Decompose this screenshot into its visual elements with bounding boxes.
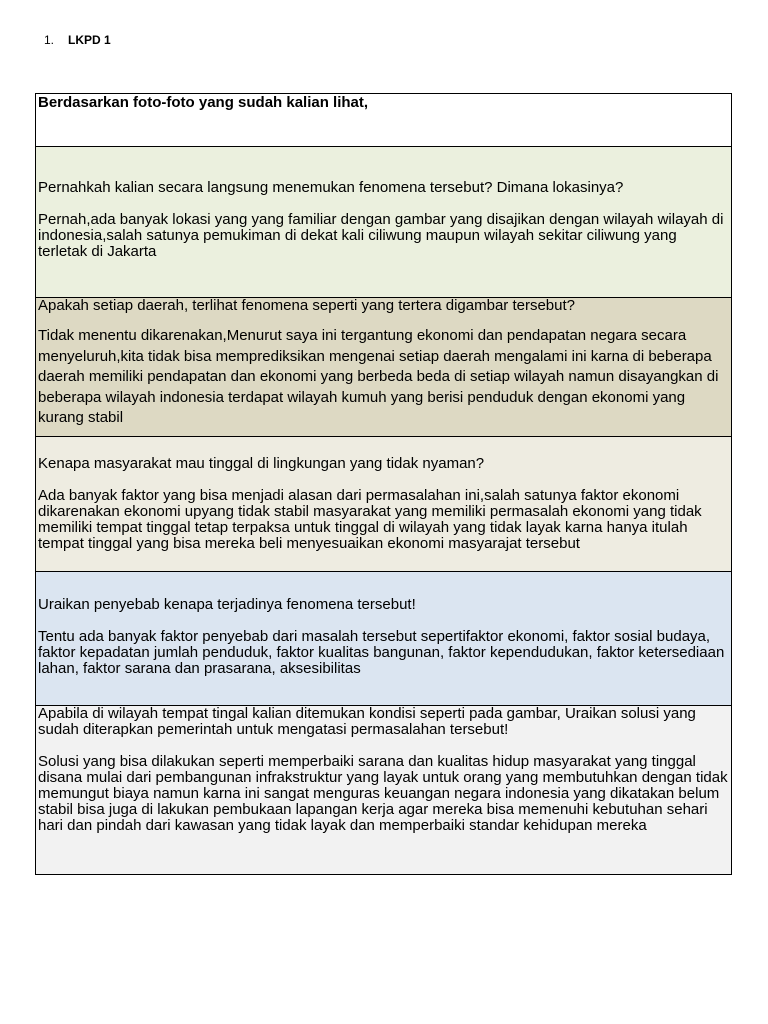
qa-cell: [36, 437, 732, 572]
worksheet-table: [35, 93, 732, 875]
intro-cell: [36, 94, 732, 147]
table-row: [36, 572, 732, 706]
table-row: [36, 298, 732, 437]
answer-text: Tidak menentu dikarenakan,Menurut saya ini tergantung ekonomi dan pendapatan negara secara menyeluruh,kita tidak bisa memprediksikan mengenai setiap daerah mengalami ini karna di beberapa daerah memiliki pendapatan dan ekonomi yang berbeda beda di setiap wilayah namun disayangkan di beberapa wilayah indonesia terdapat wilayah kumuh yang berisi penduduk dengan ekonomi yang kurang stabil: [38, 327, 719, 426]
answer-text: Tentu ada banyak faktor penyebab dari masalah tersebut sepertifaktor ekonomi, faktor sosial budaya, faktor kepadatan jumlah penduduk, faktor kualitas bangunan, faktor kependudukan, faktor ketersediaan lahan, faktor sarana dan prasarana, aksesibilitas: [38, 628, 725, 677]
question-text: Apabila di wilayah tempat tingal kalian ditemukan kondisi seperti pada gambar, Uraikan solusi yang sudah diterapkan pemerintah untuk mengatasi permasalahan tersebut!: [38, 705, 696, 738]
question-text: Apakah setiap daerah, terlihat fenomena seperti yang tertera digambar tersebut?: [38, 297, 575, 314]
heading-title: LKPD 1: [68, 33, 111, 47]
question-text: Pernahkah kalian secara langsung menemukan fenomena tersebut? Dimana lokasinya?: [38, 179, 624, 196]
heading-number: 1.: [44, 33, 55, 47]
qa-cell: [36, 572, 732, 706]
qa-cell: [36, 298, 732, 437]
answer-text: Solusi yang bisa dilakukan seperti memperbaiki sarana dan kualitas hidup masyarakat yang tinggal disana mulai dari pembangunan infrakstruktur yang layak untuk orang yang membutuhkan dengan tidak memungut biaya namun karna ini sangat menguras keuangan negara indonesia yang dikatakan belum stabil bisa juga di lakukan pembukaan lapangan kerja agar mereka bisa memenuhi kebutuhan sehari hari dan pindah dari kawasan yang tidak layak dan memperbaiki standar kehidupan mereka: [38, 753, 728, 834]
worksheet-heading: [44, 33, 111, 47]
question-text: Kenapa masyarakat mau tinggal di lingkungan yang tidak nyaman?: [38, 455, 485, 472]
answer-text: Ada banyak faktor yang bisa menjadi alasan dari permasalahan ini,salah satunya faktor ekonomi dikarenakan ekonomi upyang tidak stabil masyarakat yang memiliki permasalah ekonomi yang tidak memiliki tempat tinggal tetap terpaksa untuk tinggal di wilayah yang tidak layak karna hanya itulah tempat tinggal yang bisa mereka beli menyesuaikan ekonomi masyarajat tersebut: [38, 487, 702, 552]
answer-text: Pernah,ada banyak lokasi yang yang familiar dengan gambar yang disajikan dengan wilayah wilayah di indonesia,salah satunya pemukiman di dekat kali ciliwung maupun wilayah sekitar ciliwung yang terletak di Jakarta: [38, 211, 724, 260]
qa-cell: [36, 147, 732, 298]
table-row: [36, 437, 732, 572]
intro-text: Berdasarkan foto-foto yang sudah kalian lihat,: [38, 94, 369, 111]
table-row: [36, 147, 732, 298]
question-text: Uraikan penyebab kenapa terjadinya fenomena tersebut!: [38, 596, 416, 613]
table-row: [36, 94, 732, 147]
table-row: [36, 706, 732, 875]
qa-cell: [36, 706, 732, 875]
